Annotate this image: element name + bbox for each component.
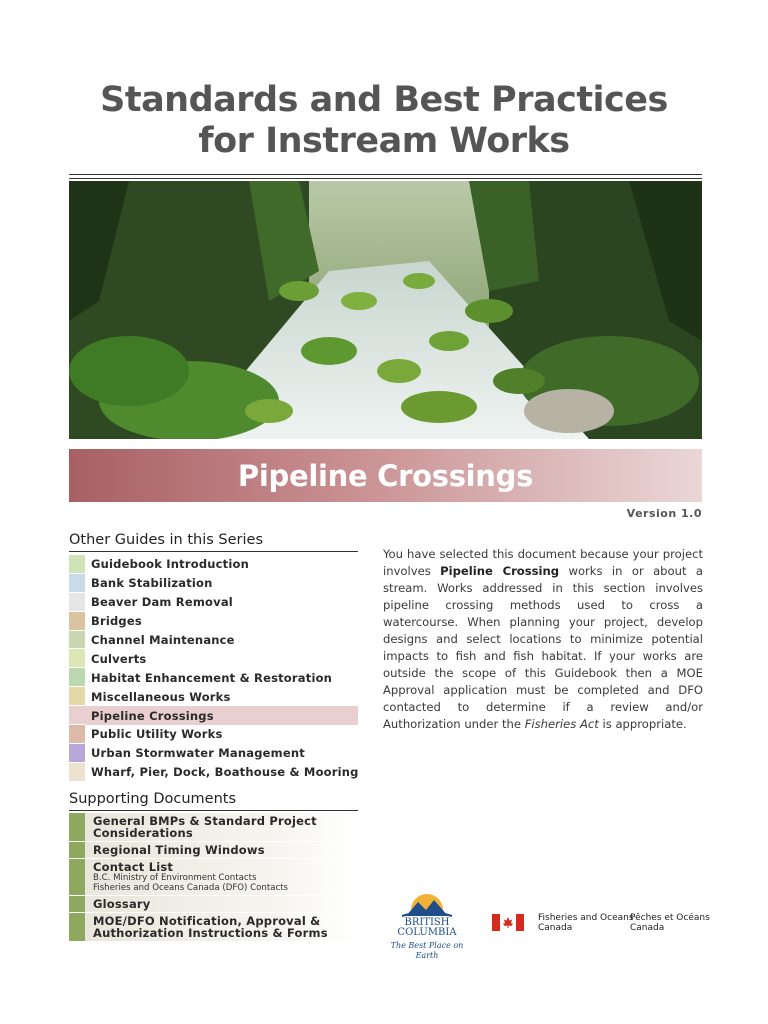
supporting-doc-title: General BMPs & Standard Project [93,814,317,828]
guide-item-label: Pipeline Crossings [91,708,214,723]
supporting-doc-item[interactable] [69,842,358,859]
supporting-doc-title: Glossary [93,897,151,911]
dfo-english-wordmark [538,913,634,933]
supporting-doc-title: MOE/DFO Notification, Approval & [93,914,321,928]
guide-color-swatch [69,593,85,612]
guide-color-swatch [69,706,85,725]
guide-color-swatch [69,763,85,782]
guide-item-label: Public Utility Works [91,727,223,742]
guide-item-label: Beaver Dam Removal [91,595,233,610]
guide-item-label: Culverts [91,651,147,666]
bc-sun-icon [388,884,466,918]
guide-color-swatch [69,631,85,650]
title-rule-1 [69,174,702,175]
version-label: Version 1.0 [626,507,702,520]
guide-item-label: Guidebook Introduction [91,557,249,572]
supporting-doc-item[interactable] [69,913,358,942]
guide-color-swatch [69,744,85,763]
supporting-doc-text [85,896,358,912]
guide-item-label: Bank Stabilization [91,576,213,591]
guide-item[interactable] [69,725,358,744]
supporting-doc-text [85,842,358,858]
guide-item-label: Habitat Enhancement & Restoration [91,670,333,685]
intro-highlight: Pipeline Crossing [440,564,560,578]
other-guides-list [69,555,358,782]
act-name: Fisheries Act [524,717,599,731]
guide-item-label: Bridges [91,614,142,629]
supporting-doc-title: Contact List [93,860,174,874]
guide-color-swatch [69,555,85,574]
guide-color-swatch [69,649,85,668]
guide-color-swatch [69,612,85,631]
guide-item[interactable] [69,706,358,725]
supporting-doc-subtitle: Fisheries and Oceans Canada (DFO) Contacts [93,883,289,893]
bc-logo-tagline: The Best Place on Earth [390,941,464,960]
supporting-doc-swatch [69,859,85,895]
page-title-line2: for Instream Works [198,121,570,161]
supporting-doc-text [85,913,358,941]
supporting-docs-heading: Supporting Documents [69,791,358,811]
supporting-doc-swatch [69,842,85,858]
other-guides-heading: Other Guides in this Series [69,532,358,552]
guide-item-label: Wharf, Pier, Dock, Boathouse & Mooring [91,765,359,780]
intro-text-1: You have selected this document because your project involves [383,547,703,578]
guide-color-swatch [69,687,85,706]
guide-item[interactable] [69,668,358,687]
guide-color-swatch [69,574,85,593]
supporting-doc-text [85,813,358,841]
dfo-fr-line2: Canada [630,923,665,933]
title-rule-2 [69,178,702,179]
stream-photo [69,181,702,439]
supporting-doc-text [85,859,358,895]
guide-item[interactable] [69,763,358,782]
bc-logo [388,884,466,960]
guide-item[interactable] [69,687,358,706]
supporting-doc-swatch [69,813,85,841]
supporting-doc-item[interactable] [69,859,358,896]
section-banner [69,449,702,502]
intro-text-3: is appropriate. [598,717,687,731]
guide-item[interactable] [69,631,358,650]
supporting-doc-item[interactable] [69,813,358,842]
supporting-docs-list [69,813,358,942]
supporting-doc-title: Authorization Instructions & Forms [93,926,328,940]
supporting-doc-subtitle: B.C. Ministry of Environment Contacts [93,873,257,883]
guide-item[interactable] [69,574,358,593]
supporting-doc-swatch [69,913,85,941]
guide-color-swatch [69,725,85,744]
guide-item[interactable] [69,649,358,668]
guide-item-label: Channel Maintenance [91,633,235,647]
canada-flag-icon [492,914,524,931]
intro-paragraph [383,546,703,733]
guide-item-label: Miscellaneous Works [91,689,231,704]
dfo-french-wordmark [630,913,710,933]
supporting-doc-title: Considerations [93,826,193,840]
bc-logo-line1: BRITISH [404,917,450,928]
dfo-en-line2: Canada [538,923,573,933]
guide-color-swatch [69,668,85,687]
bc-logo-line2: COLUMBIA [397,927,457,938]
guide-item[interactable] [69,555,358,574]
page-title-line1: Standards and Best Practices [100,80,668,120]
supporting-doc-item[interactable] [69,896,358,913]
guide-item[interactable] [69,744,358,763]
intro-text-2: works in or about a stream. Works addressed in this section involves pipeline crossing methods used to cross a watercourse. When planning your project, develop designs and select locations to minimize potential impacts to fish and fish habitat. If your works are outside the scope of this Guidebook then a MOE Approval application must be completed and DFO contacted to determine if a review and/or Authorization under the [383,564,703,731]
guide-item-label: Urban Stormwater Management [91,746,305,761]
guide-item[interactable] [69,593,358,612]
supporting-doc-title: Regional Timing Windows [93,843,265,857]
guide-item[interactable] [69,612,358,631]
supporting-doc-swatch [69,896,85,912]
dfo-fr-line1: Pêches et Océans [630,913,710,923]
dfo-en-line1: Fisheries and Oceans [538,913,634,923]
banner-title: Pipeline Crossings [237,458,534,493]
